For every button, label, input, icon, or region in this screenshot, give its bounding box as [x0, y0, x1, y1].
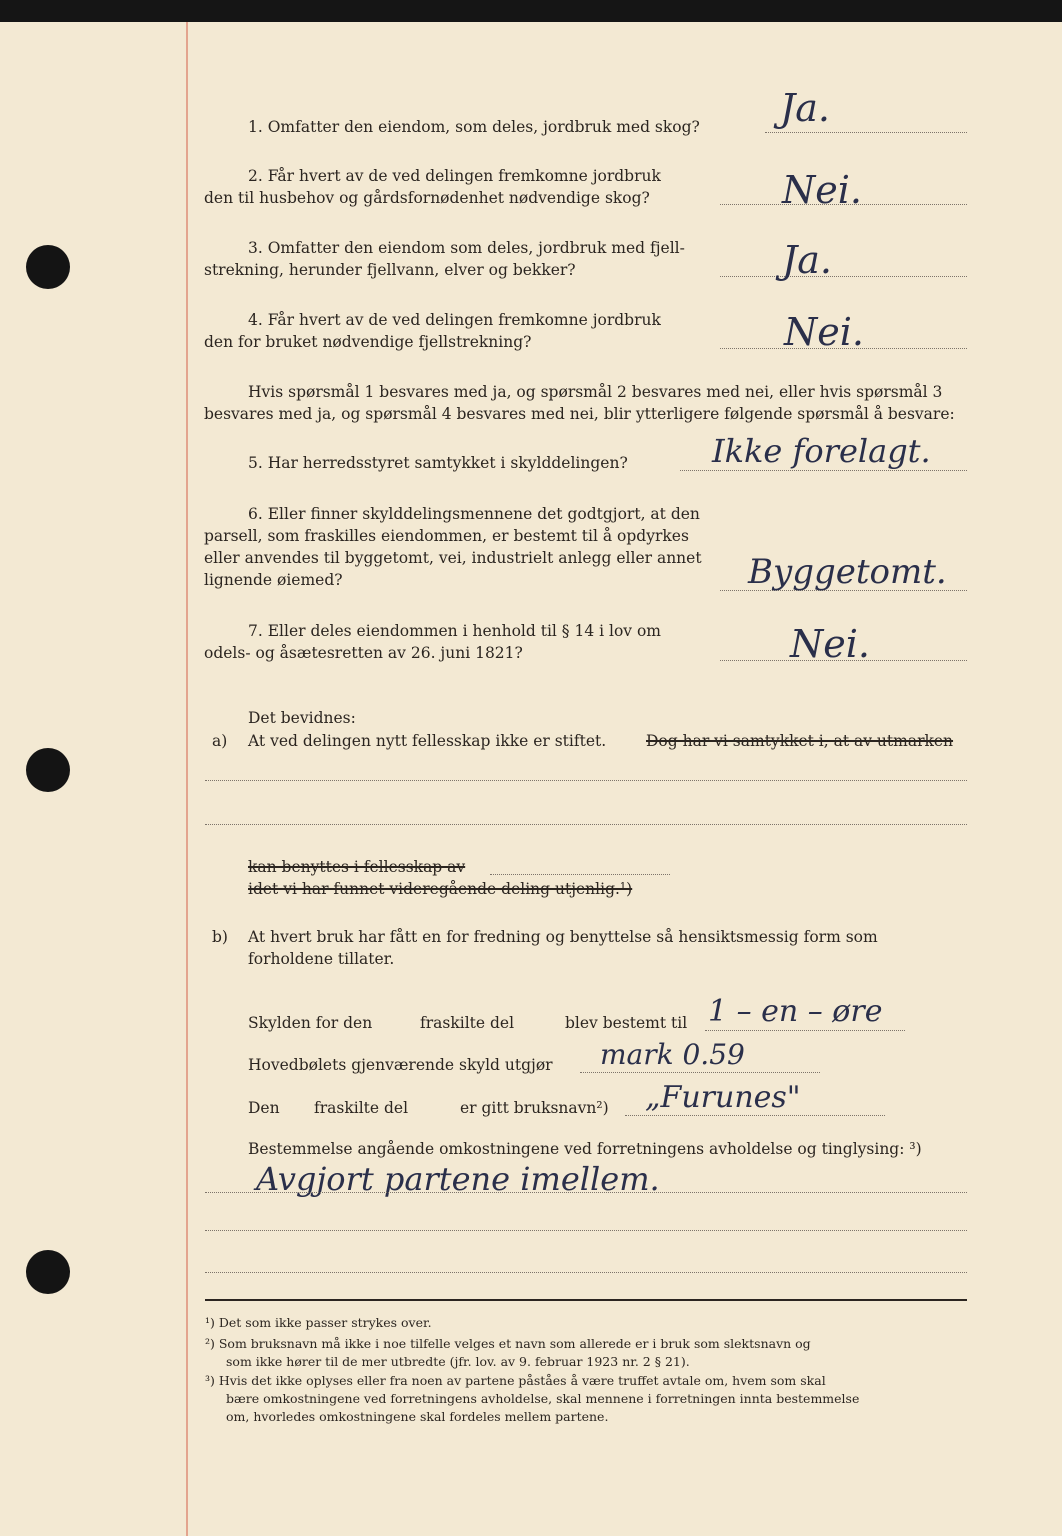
- blank-line: [205, 1192, 967, 1193]
- certify-b-line-1: At hvert bruk har fått en for fredning og benyttelse så hensiktsmessig form som: [248, 928, 878, 946]
- footnote-2-line-1: ²) Som bruksnavn må ikke i noe tilfelle velges et navn som allerede er i bruk som slektsnavn og: [205, 1336, 811, 1351]
- answer-1: Ja.: [780, 86, 830, 130]
- question-2-line-1: 2. Får hvert av de ved delingen fremkomne jordbruk: [248, 167, 661, 185]
- question-6-line-4: lignende øiemed?: [204, 571, 343, 589]
- punch-hole: [26, 245, 70, 289]
- answer-6: Byggetomt.: [748, 552, 947, 592]
- certify-heading: Det bevidnes:: [248, 709, 356, 727]
- answer-line: [720, 276, 967, 277]
- footnote-3-line-1: ³) Hvis det ikke oplyses eller fra noen av partene påståes å være truffet avtale om, hvem som skal: [205, 1373, 826, 1388]
- scan-top-edge: [0, 0, 1062, 22]
- skyld-label-1: Skylden for den: [248, 1014, 373, 1032]
- struck-line-2: idet vi har funnet videregående deling utjenlig.¹): [248, 880, 633, 898]
- question-3-line-2: strekning, herunder fjellvann, elver og bekker?: [204, 261, 576, 279]
- answer-line: [680, 470, 967, 471]
- punch-hole: [26, 1250, 70, 1294]
- certify-a-struck: Dog har vi samtykket i, at av utmarken: [646, 732, 954, 750]
- skyld-value: 1 – en – øre: [708, 994, 883, 1029]
- bruk-value: „Furunes": [645, 1080, 801, 1115]
- bestem-label: Bestemmelse angående omkostningene ved forretningens avholdelse og tinglysing: ³): [248, 1140, 922, 1158]
- question-6-line-3: eller anvendes til byggetomt, vei, industrielt anlegg eller annet: [204, 549, 702, 567]
- bruk-label-3: er gitt bruksnavn²): [460, 1099, 609, 1117]
- answer-2: Nei.: [782, 168, 862, 212]
- certify-b-label: b): [212, 928, 228, 946]
- answer-3: Ja.: [782, 238, 832, 282]
- certify-a-label: a): [212, 732, 228, 750]
- question-7-line-2: odels- og åsætesretten av 26. juni 1821?: [204, 644, 523, 662]
- answer-4: Nei.: [784, 310, 864, 354]
- answer-line: [705, 1030, 905, 1031]
- footnote-3-line-2: bære omkostningene ved forretningens avholdelse, skal mennene i forretningen innta bestemmelse: [226, 1391, 860, 1406]
- hoved-label: Hovedbølets gjenværende skyld utgjør: [248, 1056, 553, 1074]
- hoved-value: mark 0.59: [600, 1038, 745, 1071]
- blank-line: [205, 780, 967, 781]
- question-4-line-2: den for bruket nødvendige fjellstrekning?: [204, 333, 532, 351]
- question-1: 1. Omfatter den eiendom, som deles, jordbruk med skog?: [248, 118, 700, 136]
- punch-hole: [26, 748, 70, 792]
- skyld-label-3: blev bestemt til: [565, 1014, 688, 1032]
- footnote-3-line-3: om, hvorledes omkostningene skal fordeles mellem partene.: [226, 1409, 609, 1424]
- question-6-line-1: 6. Eller finner skylddelingsmennene det godtgjort, at den: [248, 505, 700, 523]
- blank-line: [490, 874, 670, 875]
- margin-line: [186, 22, 188, 1536]
- intro-line-2: besvares med ja, og spørsmål 4 besvares med nei, blir ytterligere følgende spørsmål å besvare:: [204, 405, 955, 423]
- bruk-label-2: fraskilte del: [314, 1099, 409, 1117]
- bestem-value: Avgjort partene imellem.: [256, 1160, 660, 1198]
- certify-b-line-2: forholdene tillater.: [248, 950, 395, 968]
- answer-line: [580, 1072, 820, 1073]
- blank-line: [205, 824, 967, 825]
- answer-line: [625, 1115, 885, 1116]
- blank-line: [205, 1272, 967, 1273]
- footnote-rule: [205, 1299, 967, 1301]
- struck-line-1: kan benyttes i fellesskap av: [248, 858, 466, 876]
- intro-line-1: Hvis spørsmål 1 besvares med ja, og spørsmål 2 besvares med nei, eller hvis spørsmål 3: [248, 383, 943, 401]
- question-2-line-2: den til husbehov og gårdsfornødenhet nødvendige skog?: [204, 189, 650, 207]
- answer-line: [765, 132, 967, 133]
- footnote-1: ¹) Det som ikke passer strykes over.: [205, 1315, 432, 1330]
- blank-line: [205, 1230, 967, 1231]
- skyld-label-2: fraskilte del: [420, 1014, 515, 1032]
- question-6-line-2: parsell, som fraskilles eiendommen, er bestemt til å opdyrkes: [204, 527, 689, 545]
- question-5: 5. Har herredsstyret samtykket i skylddelingen?: [248, 454, 628, 472]
- question-4-line-1: 4. Får hvert av de ved delingen fremkomne jordbruk: [248, 311, 661, 329]
- question-7-line-1: 7. Eller deles eiendommen i henhold til § 14 i lov om: [248, 622, 662, 640]
- question-3-line-1: 3. Omfatter den eiendom som deles, jordbruk med fjell-: [248, 239, 685, 257]
- answer-5: Ikke forelagt.: [712, 432, 931, 470]
- bruk-label-1: Den: [248, 1099, 280, 1117]
- certify-a-text: At ved delingen nytt fellesskap ikke er stiftet.: [248, 732, 607, 750]
- answer-7: Nei.: [790, 622, 870, 666]
- footnote-2-line-2: som ikke hører til de mer utbredte (jfr. lov. av 9. februar 1923 nr. 2 § 21).: [226, 1354, 690, 1369]
